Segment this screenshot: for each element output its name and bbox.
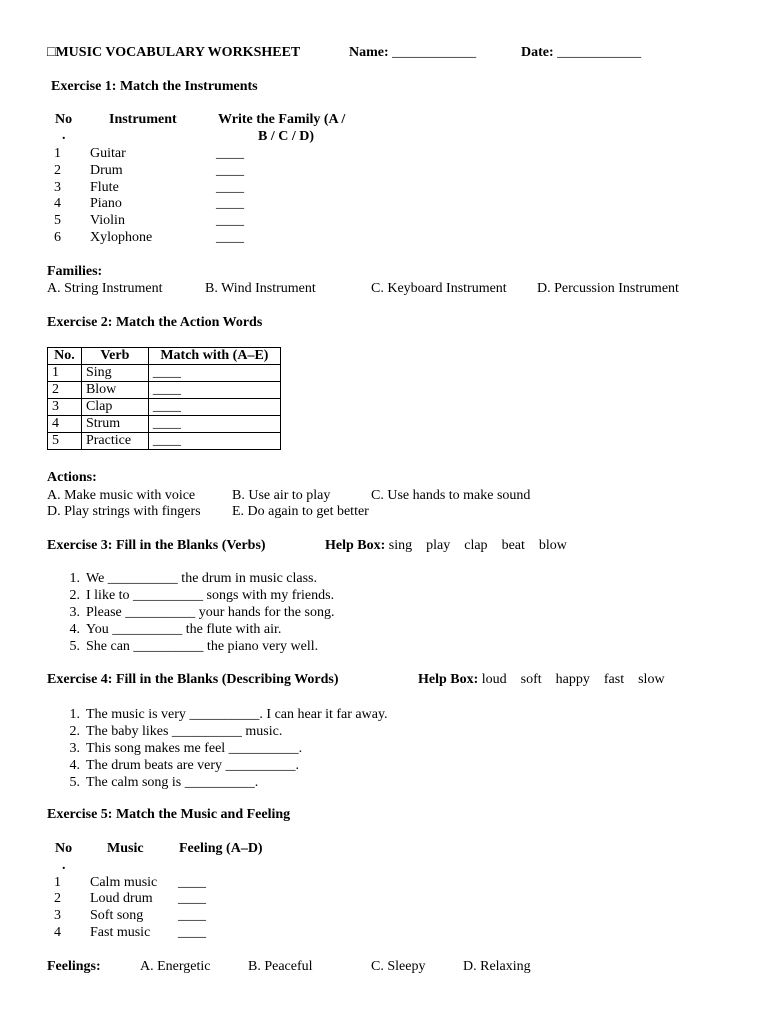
worksheet-header (47, 44, 300, 61)
ex1-title: Exercise 1: Match the Instruments (51, 79, 258, 94)
answer-blank[interactable]: ____ (216, 213, 244, 228)
music-name: Loud drum (90, 891, 153, 906)
family-a: A. String Instrument (47, 281, 163, 296)
answer-blank[interactable]: ____ (178, 891, 206, 906)
row-number: 2 (54, 163, 61, 178)
row-number: 5 (54, 213, 61, 228)
answer-blank[interactable]: ____ (148, 416, 280, 433)
ex5-col-no-dot: . (62, 858, 66, 873)
answer-blank[interactable]: ____ (148, 365, 280, 382)
row-number: 4 (54, 196, 61, 211)
ex5-title: Exercise 5: Match the Music and Feeling (47, 807, 291, 822)
name-field[interactable] (349, 44, 476, 61)
action-words-table (47, 347, 281, 450)
verb-cell: Blow (81, 382, 148, 399)
answer-blank[interactable]: ____ (216, 163, 244, 178)
instrument-name: Flute (90, 180, 119, 195)
row-number: 1 (48, 365, 82, 382)
help-word: beat (501, 538, 525, 553)
instrument-name: Xylophone (90, 230, 153, 245)
family-d: D. Percussion Instrument (537, 281, 679, 296)
action-d: D. Play strings with fingers (47, 504, 201, 519)
instrument-name: Violin (90, 213, 125, 228)
answer-blank[interactable]: ____ (148, 399, 280, 416)
help-word: play (426, 538, 451, 553)
table-row (48, 382, 281, 399)
help-box-label: Help Box: (325, 538, 386, 553)
music-name: Soft song (90, 908, 144, 923)
row-number: 3 (48, 399, 82, 416)
verb-cell: Practice (81, 433, 148, 450)
answer-blank[interactable]: ____ (148, 382, 280, 399)
help-word: happy (555, 672, 590, 687)
table-row (48, 399, 281, 416)
action-b: B. Use air to play (232, 488, 331, 503)
date-field[interactable] (521, 44, 641, 61)
row-number: 3 (54, 908, 61, 923)
answer-blank[interactable]: ____ (216, 230, 244, 245)
feeling-c: C. Sleepy (371, 959, 426, 974)
answer-blank[interactable]: ____ (148, 433, 280, 450)
instrument-name: Drum (90, 163, 123, 178)
instrument-name: Piano (90, 196, 122, 211)
table-row (48, 416, 281, 433)
families-label: Families: (47, 264, 103, 279)
table-row (48, 365, 281, 382)
ex5-col-music: Music (107, 841, 144, 856)
ex1-col-no: No (55, 112, 73, 127)
row-number: 4 (48, 416, 82, 433)
worksheet-title: MUSIC VOCABULARY WORKSHEET (55, 45, 301, 60)
help-box-label: Help Box: (418, 672, 479, 687)
family-c: C. Keyboard Instrument (371, 281, 507, 296)
feeling-a: A. Energetic (140, 959, 211, 974)
ex2-title: Exercise 2: Match the Action Words (47, 315, 263, 330)
answer-blank[interactable]: ____ (216, 196, 244, 211)
feeling-b: B. Peaceful (248, 959, 313, 974)
answer-blank[interactable]: ____ (216, 146, 244, 161)
verb-cell: Clap (81, 399, 148, 416)
ex3-title: Exercise 3: Fill in the Blanks (Verbs) (47, 538, 266, 553)
help-word: soft (520, 672, 542, 687)
answer-blank[interactable]: ____ (216, 180, 244, 195)
action-a: A. Make music with voice (47, 488, 196, 503)
help-word: slow (638, 672, 665, 687)
date-blank[interactable]: ____________ (557, 45, 642, 60)
table-header-match: Match with (A–E) (148, 348, 280, 365)
answer-blank[interactable]: ____ (178, 925, 206, 940)
music-name: Fast music (90, 925, 151, 940)
ex1-col-instrument: Instrument (109, 112, 177, 127)
row-number: 2 (54, 891, 61, 906)
row-number: 1 (54, 875, 61, 890)
ex4-help-box (418, 671, 665, 688)
help-word: sing (388, 538, 413, 553)
ex1-col-family-line2: B / C / D) (258, 129, 314, 144)
ex5-col-no: No (55, 841, 73, 856)
date-label: Date: (521, 45, 554, 60)
verb-cell: Sing (81, 365, 148, 382)
table-row (48, 433, 281, 450)
ex1-col-family-line1: Write the Family (A / (218, 112, 346, 127)
table-header-row (48, 348, 281, 365)
music-name: Calm music (90, 875, 158, 890)
ex4-title: Exercise 4: Fill in the Blanks (Describing Words) (47, 672, 339, 687)
answer-blank[interactable]: ____ (178, 908, 206, 923)
ex1-col-no-dot: . (62, 128, 66, 143)
instrument-name: Guitar (90, 146, 126, 161)
action-c: C. Use hands to make sound (371, 488, 531, 503)
row-number: 4 (54, 925, 61, 940)
row-number: 1 (54, 146, 61, 161)
name-label: Name: (349, 45, 389, 60)
actions-label: Actions: (47, 470, 97, 485)
action-e: E. Do again to get better (232, 504, 369, 519)
answer-blank[interactable]: ____ (178, 875, 206, 890)
help-word: loud (481, 672, 507, 687)
row-number: 3 (54, 180, 61, 195)
verb-cell: Strum (81, 416, 148, 433)
feelings-label: Feelings: (47, 959, 101, 974)
ex5-col-feeling: Feeling (A–D) (179, 841, 263, 856)
row-number: 5 (48, 433, 82, 450)
ex3-help-box (325, 537, 567, 554)
help-word: fast (603, 672, 625, 687)
help-word: clap (464, 538, 488, 553)
table-header-no: No. (48, 348, 82, 365)
feeling-d: D. Relaxing (463, 959, 531, 974)
family-b: B. Wind Instrument (205, 281, 316, 296)
row-number: 2 (48, 382, 82, 399)
row-number: 6 (54, 230, 61, 245)
box-icon: □ (47, 45, 56, 60)
name-blank[interactable]: ____________ (392, 45, 477, 60)
help-word: blow (538, 538, 567, 553)
table-header-verb: Verb (81, 348, 148, 365)
